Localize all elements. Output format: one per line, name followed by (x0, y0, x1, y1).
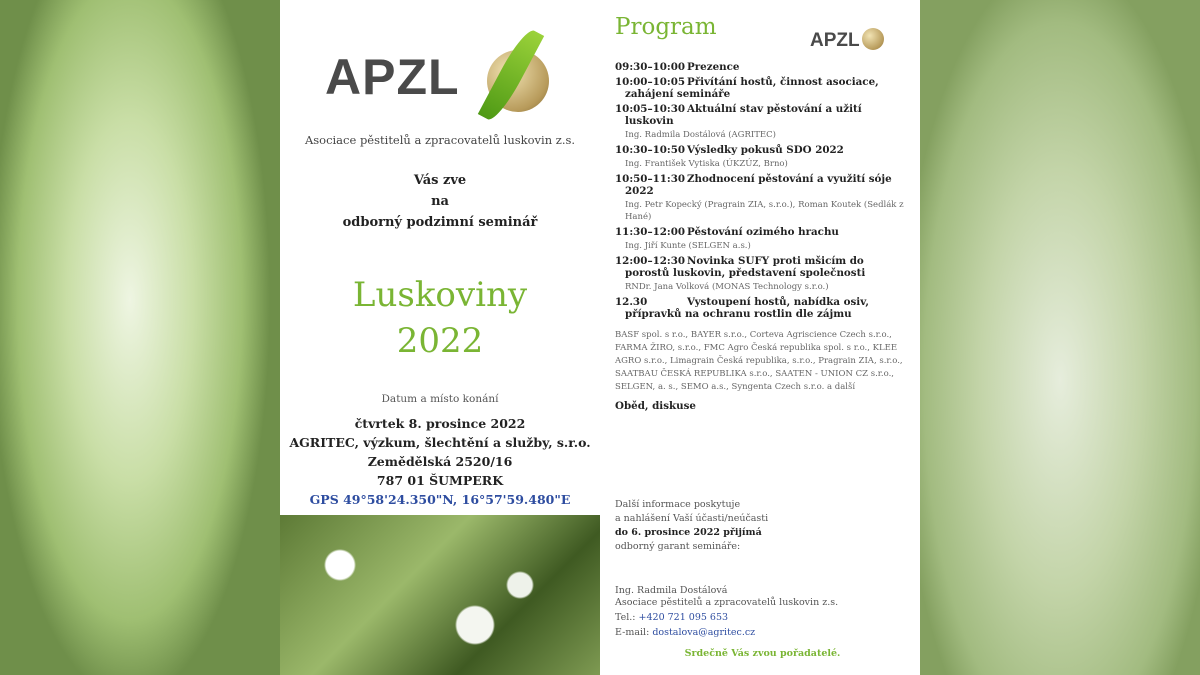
item-title: Přivítání hostů, činnost asociace, (687, 76, 879, 88)
apzl-logo (325, 20, 565, 120)
info-line: Další informace poskytuje (615, 499, 741, 510)
pea-flowers-photo (280, 515, 600, 675)
program-item (615, 61, 915, 73)
email-label: E-mail: (615, 627, 650, 638)
program-item (615, 144, 915, 170)
venue-city: 787 01 ŠUMPERK (376, 473, 504, 488)
background-leaf-photo-left (0, 0, 280, 675)
item-time: 09:30–10:00 (615, 61, 686, 73)
contact-name: Ing. Radmila Dostálová (615, 585, 728, 596)
program-item (615, 103, 915, 141)
sponsors-list: BASF spol. s r.o., BAYER s.r.o., Corteva Agriscience Czech s.r.o., FARMA ŽIRO, s.r.o., FMC Agro Česká republika spol. s r.o., KLEE AGRO s.r.o., Limagrain Česká republika, s.r.o., Pragrain ZIA, s.r.o., SAATBAU ČESKÁ REPUBLIKA s.r.o., SAATEN - UNION CZ s.r.o., SELGEN, a. s., SEMO a.s., Syngenta Czech s.r.o. a další (615, 330, 903, 392)
item-title: Novinka SUFY proti mšicím do (687, 255, 864, 267)
item-time: 12:00–12:30 (615, 255, 686, 267)
item-time: 10:00–10:05 (615, 76, 686, 88)
item-time: 12.30 (615, 296, 648, 308)
item-title: Aktuální stav pěstování a užití (687, 103, 862, 115)
item-title-cont: přípravků na ochranu rostlin dle zájmu (625, 308, 852, 320)
info-line: a nahlášení Vaší účasti/neúčasti (615, 513, 769, 524)
item-time: 11:30–12:00 (615, 226, 686, 238)
item-title: Vystoupení hostů, nabídka osiv, (687, 296, 869, 308)
tel-label: Tel.: (615, 612, 636, 623)
item-title-cont: luskovin (625, 115, 674, 127)
lunch-item: Oběd, diskuse (615, 400, 696, 412)
info-line: odborný garant semináře: (615, 541, 741, 552)
item-title: Zhodnocení pěstování a využití sóje (687, 173, 892, 185)
item-speaker: Ing. Petr Kopecký (Pragrain ZIA, s.r.o.), Roman Koutek (Sedlák z Hané) (625, 200, 904, 222)
item-speaker: Ing. Radmila Dostálová (AGRITEC) (625, 130, 776, 140)
registration-info (615, 498, 768, 554)
phone-link[interactable]: +420 721 095 653 (638, 612, 729, 623)
background-leaf-photo-right (920, 0, 1200, 675)
contact-org: Asociace pěstitelů a zpracovatelů luskovin z.s. (615, 597, 839, 608)
apzl-logo-small (810, 28, 884, 52)
association-name: Asociace pěstitelů a zpracovatelů luskovin z.s. (304, 133, 576, 147)
registration-deadline: do 6. prosince 2022 přijímá (615, 527, 762, 538)
venue-name: AGRITEC, výzkum, šlechtění a služby, s.r.o. (289, 435, 591, 450)
invite-line: odborný podzimní seminář (342, 215, 538, 230)
program-item (615, 173, 915, 223)
item-time: 10:05–10:30 (615, 103, 686, 115)
venue-street: Zemědělská 2520/16 (367, 454, 513, 469)
event-title (280, 272, 600, 364)
logo-text: APZL (810, 30, 860, 51)
item-title: Pěstování ozimého hrachu (687, 226, 839, 238)
program-item (615, 226, 915, 252)
title-year: 2022 (396, 321, 484, 361)
contact-block (615, 583, 838, 640)
invite-line: na (431, 194, 449, 209)
item-time: 10:50–11:30 (615, 173, 686, 185)
email-link[interactable]: dostalova@agritec.cz (652, 627, 756, 638)
item-speaker: Ing. Jiří Kunte (SELGEN a.s.) (625, 241, 751, 251)
event-date: čtvrtek 8. prosince 2022 (354, 416, 526, 431)
invitation-document (280, 0, 920, 675)
item-speaker: Ing. František Vytiska (ÚKZÚZ, Brno) (625, 159, 788, 169)
title-line: Luskoviny (352, 275, 528, 315)
logo-text: APZL (325, 49, 460, 105)
program-item (615, 76, 915, 100)
date-label: Datum a místo konání (381, 393, 499, 405)
closing-greeting: Srdečně Vás zvou pořadatelé. (684, 648, 841, 659)
invitation-text (280, 170, 600, 233)
gps-coordinates: GPS 49°58'24.350"N, 16°57'59.480"E (309, 492, 571, 507)
item-title-cont: porostů luskovin, představení společnosti (625, 267, 866, 279)
item-title: Prezence (687, 61, 740, 73)
item-title: Výsledky pokusů SDO 2022 (687, 144, 844, 156)
item-speaker: RNDr. Jana Volková (MONAS Technology s.r.o.) (625, 282, 829, 292)
pea-icon (862, 28, 884, 50)
program-item (615, 296, 915, 320)
program-heading: Program (615, 14, 717, 40)
program-item (615, 255, 915, 293)
item-time: 10:30–10:50 (615, 144, 686, 156)
invite-line: Vás zve (413, 173, 467, 188)
program-list (615, 61, 915, 412)
item-title-cont: zahájení semináře (625, 88, 731, 100)
item-title-cont: 2022 (625, 185, 654, 197)
venue-block (280, 414, 600, 509)
